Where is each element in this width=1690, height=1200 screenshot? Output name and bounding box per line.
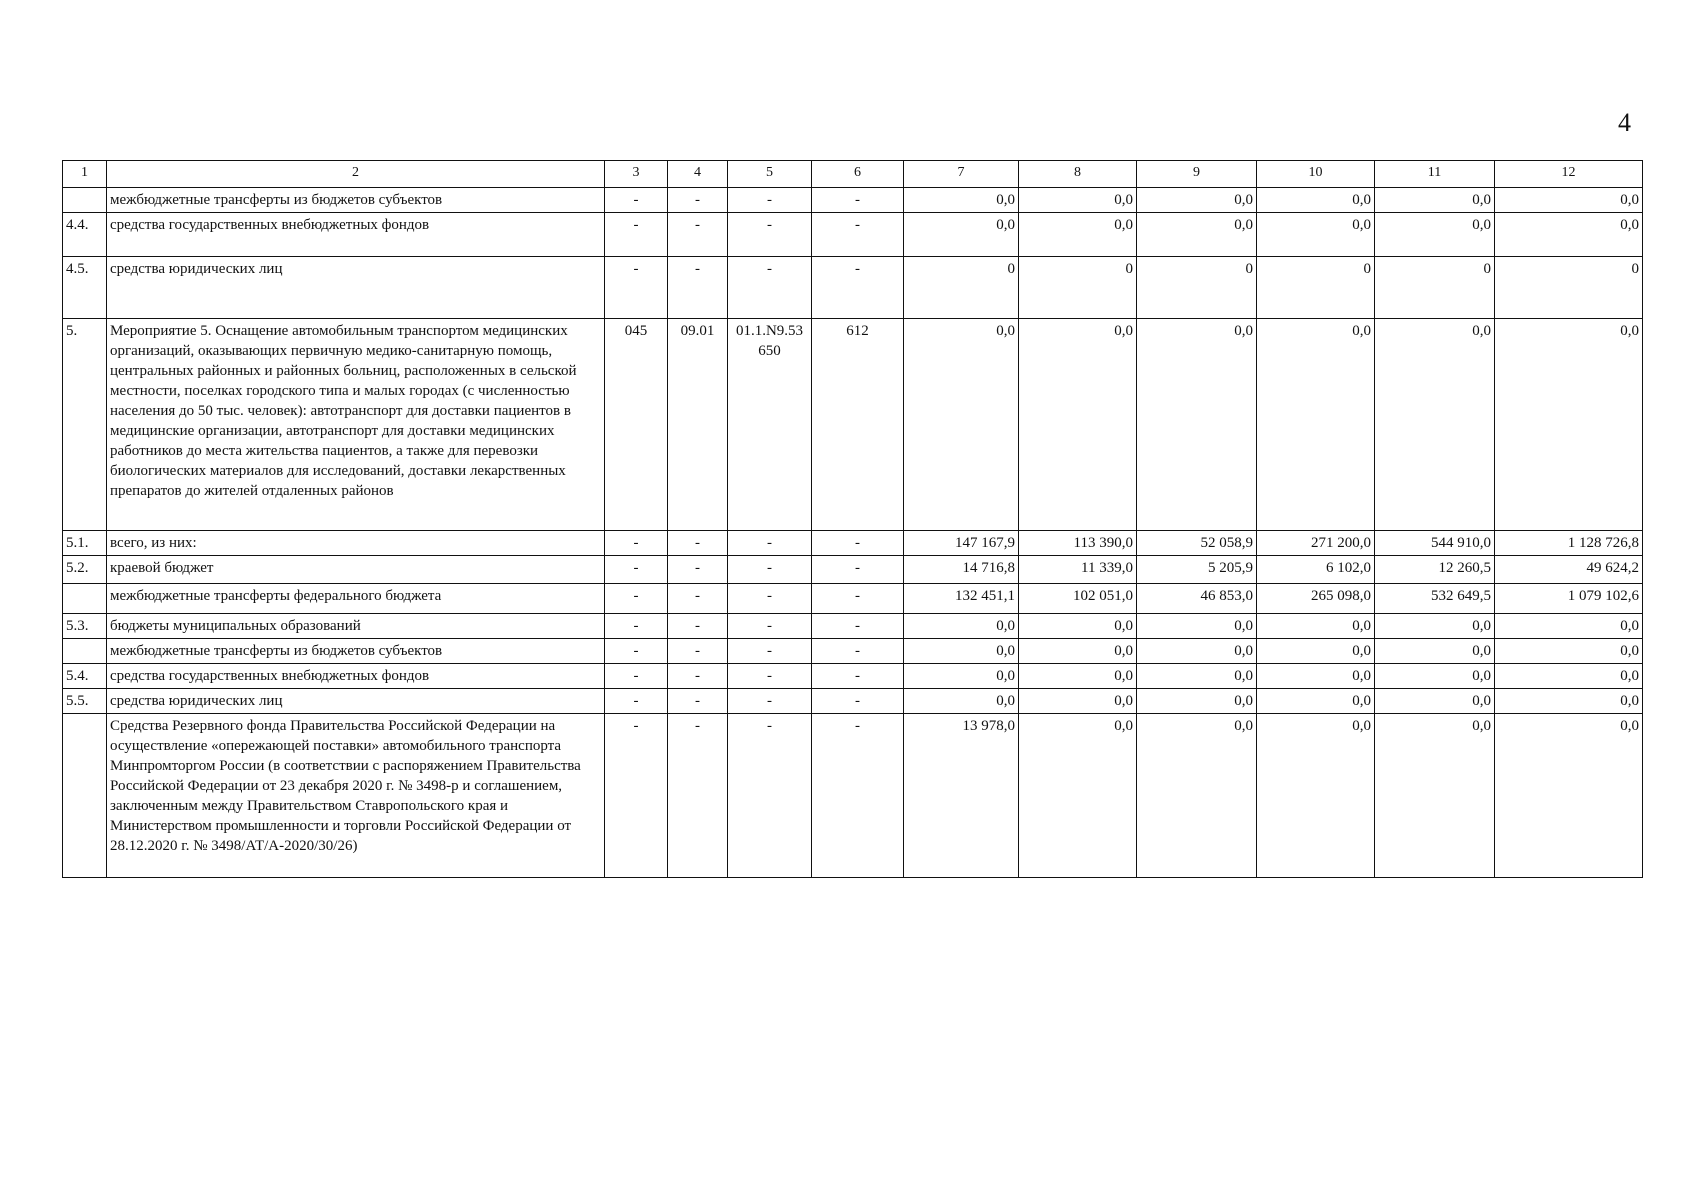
kbk-code-5: - bbox=[728, 584, 812, 614]
kbk-code-6: - bbox=[812, 556, 904, 584]
table-row bbox=[63, 614, 1643, 639]
kbk-code-4: - bbox=[668, 188, 728, 213]
value-col-11: 0,0 bbox=[1375, 188, 1495, 213]
kbk-code-6: - bbox=[812, 614, 904, 639]
value-col-11: 0,0 bbox=[1375, 319, 1495, 531]
value-col-10: 0,0 bbox=[1257, 213, 1375, 257]
kbk-code-3: - bbox=[605, 714, 668, 878]
value-col-12: 0,0 bbox=[1495, 213, 1643, 257]
value-col-12: 1 128 726,8 bbox=[1495, 531, 1643, 556]
value-col-12: 0 bbox=[1495, 257, 1643, 319]
value-col-7: 0,0 bbox=[904, 319, 1019, 531]
row-number bbox=[63, 639, 107, 664]
value-col-8: 113 390,0 bbox=[1019, 531, 1137, 556]
kbk-code-3: - bbox=[605, 556, 668, 584]
kbk-code-6: - bbox=[812, 584, 904, 614]
value-col-12: 0,0 bbox=[1495, 714, 1643, 878]
kbk-code-5: - bbox=[728, 614, 812, 639]
header-cell: 11 bbox=[1375, 161, 1495, 188]
kbk-code-3: - bbox=[605, 531, 668, 556]
value-col-11: 0 bbox=[1375, 257, 1495, 319]
value-col-9: 0,0 bbox=[1137, 213, 1257, 257]
value-col-9: 0,0 bbox=[1137, 319, 1257, 531]
kbk-code-6: - bbox=[812, 714, 904, 878]
value-col-11: 0,0 bbox=[1375, 639, 1495, 664]
value-col-12: 0,0 bbox=[1495, 664, 1643, 689]
header-cell: 12 bbox=[1495, 161, 1643, 188]
value-col-9: 0,0 bbox=[1137, 689, 1257, 714]
row-number: 5.2. bbox=[63, 556, 107, 584]
value-col-8: 0 bbox=[1019, 257, 1137, 319]
value-col-12: 0,0 bbox=[1495, 188, 1643, 213]
value-col-10: 0,0 bbox=[1257, 188, 1375, 213]
row-description: средства государственных внебюджетных фондов bbox=[107, 213, 605, 257]
kbk-code-3: - bbox=[605, 614, 668, 639]
row-number: 5.1. bbox=[63, 531, 107, 556]
kbk-code-4: 09.01 bbox=[668, 319, 728, 531]
kbk-code-4: - bbox=[668, 257, 728, 319]
header-cell: 7 bbox=[904, 161, 1019, 188]
kbk-code-3: - bbox=[605, 639, 668, 664]
value-col-8: 0,0 bbox=[1019, 639, 1137, 664]
row-description: межбюджетные трансферты федерального бюджета bbox=[107, 584, 605, 614]
row-number: 4.4. bbox=[63, 213, 107, 257]
value-col-7: 0,0 bbox=[904, 188, 1019, 213]
budget-table bbox=[62, 160, 1643, 878]
value-col-10: 0,0 bbox=[1257, 689, 1375, 714]
header-cell: 4 bbox=[668, 161, 728, 188]
row-description: средства юридических лиц bbox=[107, 689, 605, 714]
value-col-7: 0,0 bbox=[904, 614, 1019, 639]
row-description: межбюджетные трансферты из бюджетов субъектов bbox=[107, 188, 605, 213]
value-col-11: 0,0 bbox=[1375, 689, 1495, 714]
value-col-9: 0,0 bbox=[1137, 188, 1257, 213]
value-col-12: 49 624,2 bbox=[1495, 556, 1643, 584]
kbk-code-4: - bbox=[668, 639, 728, 664]
row-description: краевой бюджет bbox=[107, 556, 605, 584]
value-col-11: 532 649,5 bbox=[1375, 584, 1495, 614]
row-description: межбюджетные трансферты из бюджетов субъектов bbox=[107, 639, 605, 664]
value-col-10: 6 102,0 bbox=[1257, 556, 1375, 584]
value-col-10: 0,0 bbox=[1257, 714, 1375, 878]
kbk-code-6: - bbox=[812, 257, 904, 319]
header-cell: 10 bbox=[1257, 161, 1375, 188]
row-number: 5.4. bbox=[63, 664, 107, 689]
kbk-code-5: - bbox=[728, 213, 812, 257]
header-cell: 6 bbox=[812, 161, 904, 188]
kbk-code-5: - bbox=[728, 188, 812, 213]
kbk-code-6: - bbox=[812, 689, 904, 714]
table-row bbox=[63, 689, 1643, 714]
row-number bbox=[63, 188, 107, 213]
header-cell: 9 bbox=[1137, 161, 1257, 188]
row-number: 4.5. bbox=[63, 257, 107, 319]
value-col-10: 0,0 bbox=[1257, 319, 1375, 531]
value-col-8: 0,0 bbox=[1019, 664, 1137, 689]
value-col-12: 0,0 bbox=[1495, 319, 1643, 531]
table-header-row bbox=[63, 161, 1643, 188]
value-col-8: 0,0 bbox=[1019, 319, 1137, 531]
value-col-8: 0,0 bbox=[1019, 614, 1137, 639]
kbk-code-5: - bbox=[728, 257, 812, 319]
value-col-10: 0,0 bbox=[1257, 614, 1375, 639]
kbk-code-4: - bbox=[668, 584, 728, 614]
row-number: 5.3. bbox=[63, 614, 107, 639]
value-col-11: 0,0 bbox=[1375, 664, 1495, 689]
value-col-9: 0 bbox=[1137, 257, 1257, 319]
kbk-code-4: - bbox=[668, 213, 728, 257]
header-cell: 8 bbox=[1019, 161, 1137, 188]
kbk-code-3: - bbox=[605, 257, 668, 319]
kbk-code-6: - bbox=[812, 531, 904, 556]
kbk-code-4: - bbox=[668, 614, 728, 639]
kbk-code-5: - bbox=[728, 639, 812, 664]
kbk-code-6: - bbox=[812, 664, 904, 689]
table-row bbox=[63, 714, 1643, 878]
kbk-code-6: - bbox=[812, 213, 904, 257]
page-number: 4 bbox=[1618, 108, 1631, 137]
row-description: средства юридических лиц bbox=[107, 257, 605, 319]
row-description: бюджеты муниципальных образований bbox=[107, 614, 605, 639]
table-row bbox=[63, 664, 1643, 689]
kbk-code-4: - bbox=[668, 664, 728, 689]
kbk-code-3: - bbox=[605, 213, 668, 257]
value-col-10: 0,0 bbox=[1257, 639, 1375, 664]
row-number bbox=[63, 584, 107, 614]
header-cell: 1 bbox=[63, 161, 107, 188]
table-row bbox=[63, 319, 1643, 531]
value-col-7: 13 978,0 bbox=[904, 714, 1019, 878]
header-cell: 2 bbox=[107, 161, 605, 188]
value-col-9: 5 205,9 bbox=[1137, 556, 1257, 584]
kbk-code-6: 612 bbox=[812, 319, 904, 531]
value-col-12: 0,0 bbox=[1495, 614, 1643, 639]
row-description: Мероприятие 5. Оснащение автомобильным транспортом медицинских организаций, оказывающих первичную медико-санитарную помощь, центральных районных и районных больниц, расположенных в сельской местности, поселках городского типа и малых городах (с численностью населения до 50 тыс. человек): автотранспорт для доставки пациентов в медицинские организации, автотранспорт для доставки медицинских работников до места жительства пациентов, а также для перевозки биологических материалов для исследований, доставки лекарственных препаратов до жителей отдаленных районов bbox=[107, 319, 605, 531]
value-col-7: 0,0 bbox=[904, 213, 1019, 257]
kbk-code-5: - bbox=[728, 714, 812, 878]
value-col-8: 0,0 bbox=[1019, 689, 1137, 714]
value-col-9: 52 058,9 bbox=[1137, 531, 1257, 556]
value-col-11: 0,0 bbox=[1375, 714, 1495, 878]
header-cell: 3 bbox=[605, 161, 668, 188]
kbk-code-3: - bbox=[605, 188, 668, 213]
value-col-9: 0,0 bbox=[1137, 664, 1257, 689]
row-number bbox=[63, 714, 107, 878]
kbk-code-3: - bbox=[605, 689, 668, 714]
value-col-8: 0,0 bbox=[1019, 188, 1137, 213]
kbk-code-5: - bbox=[728, 556, 812, 584]
value-col-11: 544 910,0 bbox=[1375, 531, 1495, 556]
value-col-10: 265 098,0 bbox=[1257, 584, 1375, 614]
kbk-code-3: - bbox=[605, 584, 668, 614]
table-body bbox=[63, 188, 1643, 878]
value-col-12: 1 079 102,6 bbox=[1495, 584, 1643, 614]
kbk-code-4: - bbox=[668, 531, 728, 556]
value-col-10: 0,0 bbox=[1257, 664, 1375, 689]
kbk-code-4: - bbox=[668, 689, 728, 714]
table-row bbox=[63, 584, 1643, 614]
row-description: средства государственных внебюджетных фондов bbox=[107, 664, 605, 689]
value-col-7: 0,0 bbox=[904, 664, 1019, 689]
value-col-9: 0,0 bbox=[1137, 614, 1257, 639]
header-cell: 5 bbox=[728, 161, 812, 188]
value-col-8: 0,0 bbox=[1019, 213, 1137, 257]
row-number: 5.5. bbox=[63, 689, 107, 714]
value-col-8: 102 051,0 bbox=[1019, 584, 1137, 614]
kbk-code-3: - bbox=[605, 664, 668, 689]
kbk-code-5: - bbox=[728, 664, 812, 689]
value-col-9: 0,0 bbox=[1137, 714, 1257, 878]
value-col-8: 11 339,0 bbox=[1019, 556, 1137, 584]
table-row bbox=[63, 257, 1643, 319]
value-col-12: 0,0 bbox=[1495, 689, 1643, 714]
kbk-code-6: - bbox=[812, 639, 904, 664]
value-col-11: 12 260,5 bbox=[1375, 556, 1495, 584]
kbk-code-4: - bbox=[668, 714, 728, 878]
kbk-code-4: - bbox=[668, 556, 728, 584]
value-col-11: 0,0 bbox=[1375, 213, 1495, 257]
value-col-7: 147 167,9 bbox=[904, 531, 1019, 556]
value-col-8: 0,0 bbox=[1019, 714, 1137, 878]
kbk-code-5: 01.1.N9.53 650 bbox=[728, 319, 812, 531]
value-col-10: 271 200,0 bbox=[1257, 531, 1375, 556]
value-col-9: 0,0 bbox=[1137, 639, 1257, 664]
value-col-12: 0,0 bbox=[1495, 639, 1643, 664]
value-col-9: 46 853,0 bbox=[1137, 584, 1257, 614]
row-number: 5. bbox=[63, 319, 107, 531]
value-col-7: 0,0 bbox=[904, 689, 1019, 714]
table-row bbox=[63, 639, 1643, 664]
kbk-code-5: - bbox=[728, 689, 812, 714]
table-row bbox=[63, 213, 1643, 257]
kbk-code-5: - bbox=[728, 531, 812, 556]
value-col-11: 0,0 bbox=[1375, 614, 1495, 639]
kbk-code-3: 045 bbox=[605, 319, 668, 531]
value-col-10: 0 bbox=[1257, 257, 1375, 319]
value-col-7: 132 451,1 bbox=[904, 584, 1019, 614]
row-description: Средства Резервного фонда Правительства Российской Федерации на осуществление «опережающей поставки» автомобильного транспорта Минпромторгом России (в соответствии с распоряжением Правительства Российской Федерации от 23 декабря 2020 г. № 3498-р и соглашением, заключенным между Правительством Ставропольского края и Министерством промышленности и торговли Российской Федерации от 28.12.2020 г. № 3498/АТ/А-2020/30/26) bbox=[107, 714, 605, 878]
value-col-7: 0 bbox=[904, 257, 1019, 319]
table-row bbox=[63, 556, 1643, 584]
value-col-7: 14 716,8 bbox=[904, 556, 1019, 584]
kbk-code-6: - bbox=[812, 188, 904, 213]
row-description: всего, из них: bbox=[107, 531, 605, 556]
table-row bbox=[63, 531, 1643, 556]
table-row bbox=[63, 188, 1643, 213]
value-col-7: 0,0 bbox=[904, 639, 1019, 664]
